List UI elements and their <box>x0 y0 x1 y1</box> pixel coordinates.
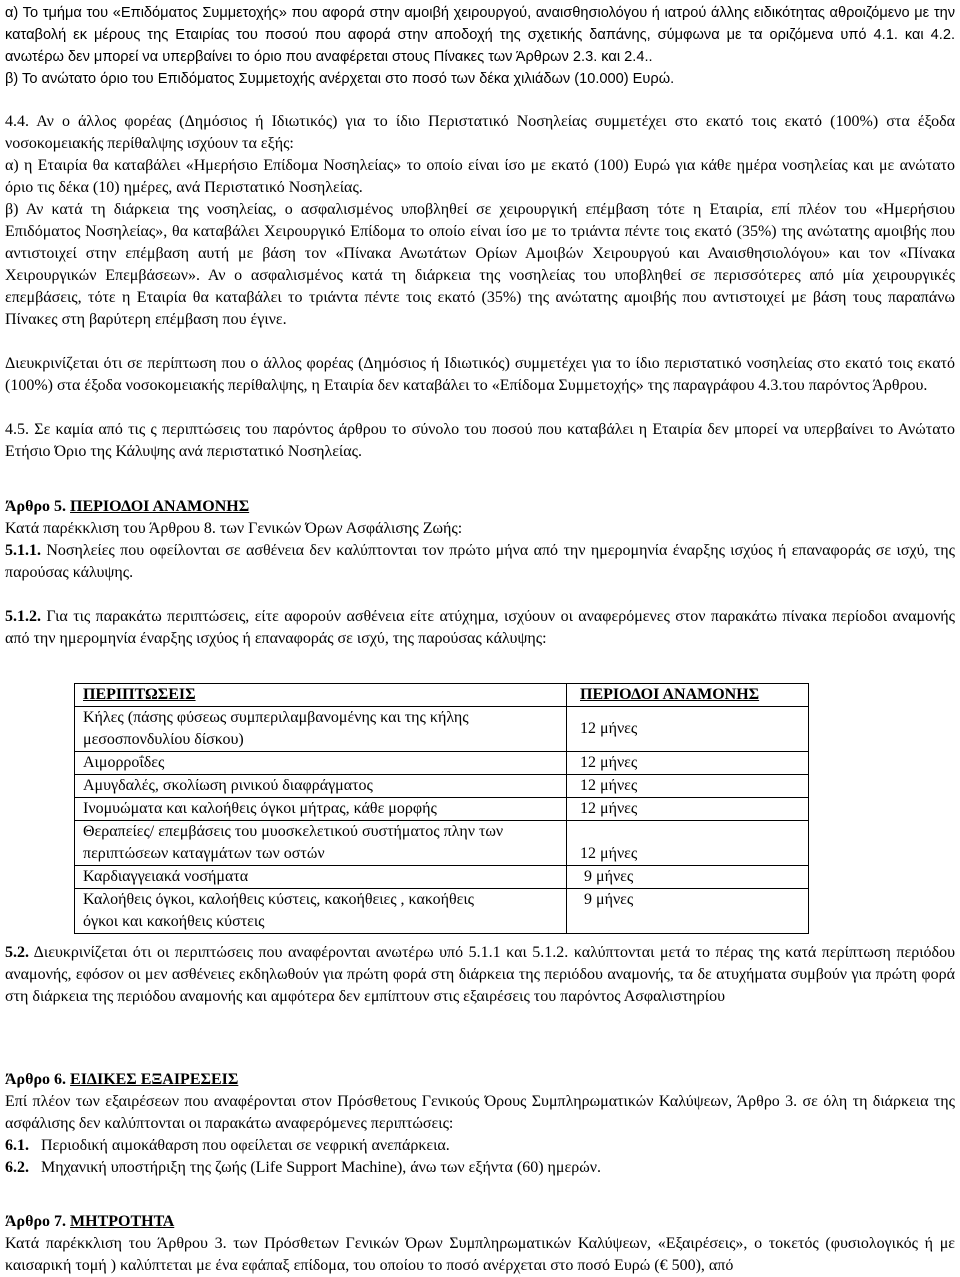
section-4-5-paragraph: 4.5. Σε καμία από τις ς περιπτώσεις του παρόντος άρθρου το σύνολο του ποσού που καταβάλει η Εταιρία δεν μπορεί να υπερβαίνει το Ανώτατο Ετήσιο Όριο της Κάλυψης ανά περιστατικό Νοσηλείας. <box>5 421 955 460</box>
article-7-block <box>5 1211 955 1277</box>
article-6-block <box>5 1069 955 1179</box>
article-5-1-1-paragraph <box>5 540 955 584</box>
table-cell-period: 12 μήνες <box>567 752 809 775</box>
article-6-1-number: 6.1. <box>5 1137 29 1154</box>
case-line-1: Καλοήθεις όγκοι, καλοήθεις κύστεις, κακοήθειες , κακοήθεις <box>83 891 474 908</box>
section-4-4-block <box>5 111 955 463</box>
article-5-1-1-number: 5.1.1. <box>5 542 41 559</box>
table-cell-period: 9 μήνες <box>567 889 809 934</box>
table-cell-period: 12 μήνες <box>567 707 809 752</box>
article-5-2-paragraph <box>5 942 955 1008</box>
article-5-2-block <box>5 942 955 1008</box>
section-a-paragraph-1: α) Το τμήμα του «Επιδόματος Συμμετοχής» που αφορά στην αμοιβή χειρουργού, αναισθησιολόγου ή ιατρού άλλης ειδικότητας αθροιζόμενο με την καταβολή εκ μέρους της Εταιρίας του ποσού που αφορά στην αποδοχή της σχετικής δαπάνης, σύμφωνα με τα οριζόμενα υπό 4.1. και 4.2. ανωτέρω δεν μπορεί να υπερβαίνει το όριο που αναφέρεται στους Πίνακες των Άρθρων 2.3. και 2.4.. <box>5 5 955 65</box>
article-5-2-text: Διευκρινίζεται ότι οι περιπτώσεις που αναφέρονται ανωτέρω υπό 5.1.1 και 5.1.2. καλύπτονται μετά το πέρας της κατά περίπτωση περιόδου αναμονής, εφόσον οι μεν ασθένειες εκδηλωθούν για πρώτη φορά στη διάρκεια της περιόδου αναμονής, τα δε ατυχήματα συμβούν για πρώτη φορά στη διάρκεια της περιόδου αναμονής και αμφότερα δεν εμπίπτουν στις εξαιρέσεις του παρόντος Ασφαλιστηρίου <box>5 944 955 1005</box>
table-row <box>75 889 809 934</box>
article-6-1-text: Περιοδική αιμοκάθαρση που οφείλεται σε νεφρική ανεπάρκεια. <box>29 1137 450 1154</box>
article-7-text: Κατά παρέκκλιση του Άρθρου 3. των Πρόσθετων Γενικών Όρων Συμπληρωματικών Καλύψεων, «Εξαιρέσεις», ο τοκετός (φυσιολογικός ή με καισαρική τομή ) καλύπτεται με ένα εφάπαξ επίδομα, του οποίου το ποσό ανέρχεται στο ποσό Ευρώ (€ 500), από <box>5 1235 955 1274</box>
table-cell-case: Αιμορροΐδες <box>75 752 567 775</box>
article-7-number: Άρθρο 7. <box>5 1213 67 1230</box>
article-5-1-2-paragraph <box>5 606 955 650</box>
article-5-2-number: 5.2. <box>5 944 29 961</box>
case-line-2: όγκοι και κακοήθεις κύστεις <box>83 913 265 930</box>
section-a-paragraph-2: β) Το ανώτατο όριο του Επιδόματος Συμμετοχής ανέρχεται στο ποσό των δέκα χιλιάδων (10.000) Ευρώ. <box>5 71 675 87</box>
article-6-heading <box>5 1069 955 1091</box>
article-6-intro: Επί πλέον των εξαιρέσεων που αναφέρονται στον Πρόσθετους Γενικούς Όρους Συμπληρωματικών Καλύψεων, Άρθρο 3. σε όλη τη διάρκεια της ασφάλισης δεν καλύπτονται οι παρακάτω αναφερόμενες περιπτώσεις: <box>5 1093 955 1132</box>
article-7-title: ΜΗΤΡΟΤΗΤΑ <box>70 1213 175 1230</box>
section-4-4-item-b: β) Αν κατά τη διάρκεια της νοσηλείας, ο ασφαλισμένος υποβληθεί σε χειρουργική επέμβαση τότε η Εταιρία, επί πλέον του «Ημερήσιου Επιδόματος Νοσηλείας», θα καταβάλει Χειρουργικό Επίδομα το οποίο είναι ίσο με το τριάντα πέντε τοις εκατό (35%) της ανώτατης αμοιβής που αντιστοιχεί στην επέμβαση αυτή με βάση τον «Πίνακα Ανωτάτων Ορίων Αμοιβών Χειρουργού και Αναισθησιολόγου» και τον «Πίνακα Χειρουργικών Επεμβάσεων». Αν ο ασφαλισμένος κατά τη διάρκεια της νοσηλείας του υποβληθεί σε περισσότερες από μία χειρουργικές επεμβάσεις, τότε η Εταιρία θα καταβάλει το τριάντα πέντε τοις εκατό (35%) της ανώτατης αμοιβής που αντιστοιχεί με βάση τους παραπάνω Πίνακες στη βαρύτερη επέμβαση που έγινε. <box>5 201 955 328</box>
table-cell-case: Αμυγδαλές, σκολίωση ρινικού διαφράγματος <box>75 775 567 798</box>
article-6-number: Άρθρο 6. <box>5 1071 67 1088</box>
table-cell-case <box>75 889 567 934</box>
article-6-item-1 <box>5 1135 955 1157</box>
table-cell-period: 12 μήνες <box>567 821 809 866</box>
case-line-1: Κήλες (πάσης φύσεως συμπεριλαμβανομένης και της κήλης <box>83 709 469 726</box>
table-header-periods: ΠΕΡΙΟΔΟΙ ΑΝΑΜΟΝΗΣ <box>567 684 809 707</box>
article-5-1-2-number: 5.1.2. <box>5 608 41 625</box>
table-cell-case: Καρδιαγγειακά νοσήματα <box>75 866 567 889</box>
section-4-4-clarification: Διευκρινίζεται ότι σε περίπτωση που ο άλλος φορέας (Δημόσιος ή Ιδιωτικός) συμμετέχει για το ίδιο περιστατικό νοσηλείας στο εκατό τοις εκατό (100%) στα έξοδα νοσοκομειακής περίθαλψης, η Εταιρία δεν καταβάλει το «Επίδομα Συμμετοχής» της παραγράφου 4.3.του παρόντος Άρθρου. <box>5 355 955 394</box>
section-a-block <box>5 2 955 90</box>
table-cell-case: Ινομυώματα και καλοήθεις όγκοι μήτρας, κάθε μορφής <box>75 798 567 821</box>
table-cell-case <box>75 821 567 866</box>
article-5-block <box>5 496 955 650</box>
case-line-2: μεσοσπονδυλίου δίσκου) <box>83 731 244 748</box>
table-cell-case <box>75 707 567 752</box>
article-5-heading <box>5 496 955 518</box>
article-6-2-text: Μηχανική υποστήριξη της ζωής (Life Support Machine), άνω των εξήντα (60) ημερών. <box>29 1159 601 1176</box>
table-row <box>75 752 809 775</box>
article-5-number: Άρθρο 5. <box>5 498 67 515</box>
section-4-4-intro: 4.4. Αν ο άλλος φορέας (Δημόσιος ή Ιδιωτικός) για το ίδιο Περιστατικό Νοσηλείας συμμετέχει στο εκατό τοις εκατό (100%) στα έξοδα νοσοκομειακής περίθαλψης ισχύουν τα εξής: <box>5 113 955 152</box>
table-cell-period: 12 μήνες <box>567 775 809 798</box>
article-5-title: ΠΕΡΙΟΔΟΙ ΑΝΑΜΟΝΗΣ <box>70 498 250 515</box>
article-6-item-2 <box>5 1157 955 1179</box>
table-cell-period: 9 μήνες <box>567 866 809 889</box>
case-line-1: Θεραπείες/ επεμβάσεις του μυοσκελετικού συστήματος πλην των <box>83 823 504 840</box>
table-row <box>75 821 809 866</box>
article-6-title: ΕΙΔΙΚΕΣ ΕΞΑΙΡΕΣΕΙΣ <box>70 1071 239 1088</box>
table-row <box>75 775 809 798</box>
article-7-heading <box>5 1211 955 1233</box>
table-cell-period: 12 μήνες <box>567 798 809 821</box>
case-line-2: περιπτώσεων καταγμάτων των οστών <box>83 845 325 862</box>
table-row <box>75 707 809 752</box>
article-5-1-1-text: Νοσηλείες που οφείλονται σε ασθένεια δεν καλύπτονται τον πρώτο μήνα από την ημερομηνία έναρξης ισχύος ή επαναφοράς σε ισχύ, της παρούσας κάλυψης. <box>5 542 955 581</box>
table-header-row <box>75 684 809 707</box>
article-5-1-2-text: Για τις παρακάτω περιπτώσεις, είτε αφορούν ασθένεια είτε ατύχημα, ισχύουν οι αναφερόμενες στον παρακάτω πίνακα περίοδοι αναμονής από την ημερομηνία έναρξης ισχύος ή επαναφοράς σε ισχύ, της παρούσας κάλυψης: <box>5 608 955 647</box>
waiting-periods-table <box>74 683 809 934</box>
table-header-cases: ΠΕΡΙΠΤΩΣΕΙΣ <box>75 684 567 707</box>
table-row <box>75 866 809 889</box>
table-row <box>75 798 809 821</box>
article-5-subtitle: Κατά παρέκκλιση του Άρθρου 8. των Γενικών Όρων Ασφάλισης Ζωής: <box>5 520 463 537</box>
section-4-4-item-a: α) η Εταιρία θα καταβάλει «Ημερήσιο Επίδομα Νοσηλείας» το οποίο είναι ίσο με εκατό (100) Ευρώ για κάθε ημέρα νοσηλείας και με ανώτατο όριο τις δέκα (10) ημέρες, ανά Περιστατικό Νοσηλείας. <box>5 157 955 196</box>
article-6-2-number: 6.2. <box>5 1159 29 1176</box>
